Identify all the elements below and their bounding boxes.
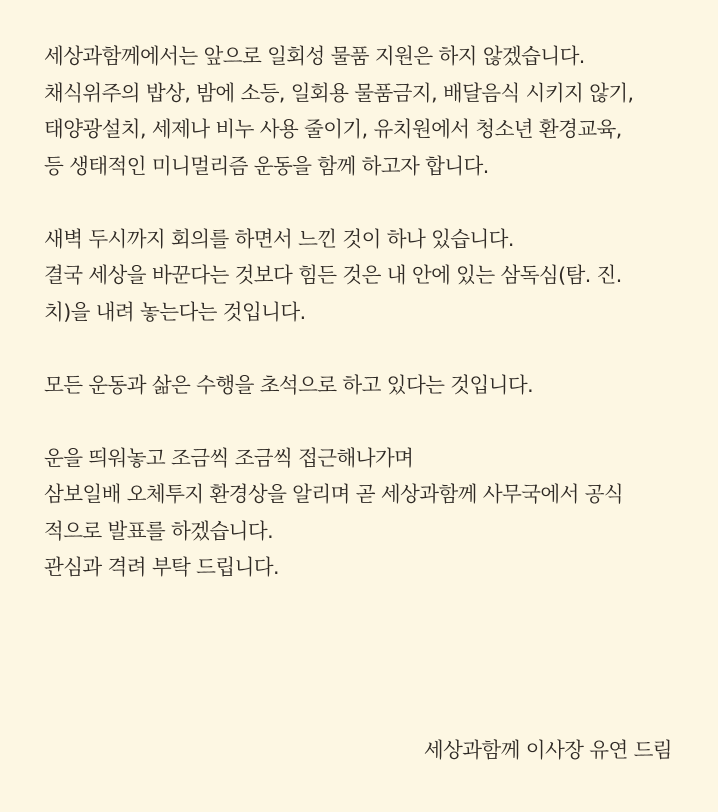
text-line: 세상과함께에서는 앞으로 일회성 물품 지원은 하지 않겠습니다. (44, 44, 585, 68)
text-line: 태양광설치, 세제나 비누 사용 줄이기, 유치원에서 청소년 환경교육, (44, 117, 622, 141)
paragraph-1 (44, 38, 678, 184)
signature: 세상과함께 이사장 유연 드림 (423, 738, 672, 762)
text-line: 관심과 격려 부탁 드립니다. (44, 555, 279, 579)
paragraph-3 (44, 367, 678, 404)
paragraph-gap (44, 403, 678, 440)
paragraph-2 (44, 221, 678, 331)
text-line: 모든 운동과 삶은 수행을 초석으로 하고 있다는 것입니다. (44, 372, 533, 397)
text-line: 새벽 두시까지 회의를 하면서 느낀 것이 하나 있습니다. (44, 226, 514, 251)
text-line: 결국 세상을 바꾼다는 것보다 힘든 것은 내 안에 있는 삼독심(탐. 진. (44, 263, 622, 287)
text-line: 채식위주의 밥상, 밤에 소등, 일회용 물품금지, 배달음식 시키지 않기, (44, 80, 634, 105)
text-line: 적으로 발표를 하겠습니다. (44, 518, 273, 543)
text-line: 운을 띄워놓고 조금씩 조금씩 접근해나가며 (44, 445, 414, 470)
paragraph-4 (44, 440, 678, 586)
text-line: 치)을 내려 놓는다는 것입니다. (44, 299, 306, 324)
text-line: 삼보일배 오체투지 환경상을 알리며 곧 세상과함께 사무국에서 공식 (44, 482, 624, 506)
paragraph-gap (44, 184, 678, 221)
paragraph-gap (44, 330, 678, 367)
text-line: 등 생태적인 미니멀리즘 운동을 함께 하고자 합니다. (44, 153, 489, 178)
